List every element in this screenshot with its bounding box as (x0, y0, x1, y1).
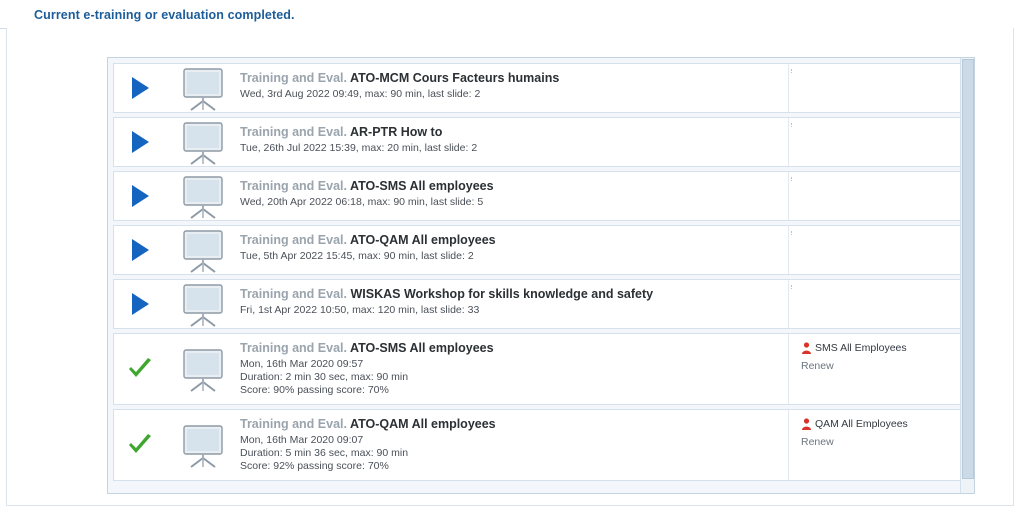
row-meta-line: Score: 92% passing score: 70% (240, 460, 389, 472)
row-title-prefix: Training and Eval. (240, 287, 347, 301)
row-status-cell[interactable] (114, 280, 166, 328)
row-divider (791, 285, 793, 289)
row-status-cell[interactable] (114, 118, 166, 166)
row-thumbnail-cell[interactable] (166, 334, 238, 404)
row-meta-line: Duration: 5 min 36 sec, max: 90 min (240, 447, 409, 459)
table-row[interactable] (113, 63, 962, 113)
row-meta-line: Mon, 16th Mar 2020 09:57 (240, 358, 364, 370)
check-icon (127, 434, 153, 456)
page-title: Current e-training or evaluation completed. (34, 8, 295, 22)
row-title-main: ATO-SMS All employees (350, 341, 494, 355)
row-title-prefix: Training and Eval. (240, 341, 347, 355)
row-aside (789, 280, 961, 328)
table-row[interactable] (113, 225, 962, 275)
row-aside (789, 118, 961, 166)
row-thumbnail-cell[interactable] (166, 118, 238, 166)
person-icon (801, 418, 812, 434)
aside-entry (801, 342, 955, 358)
row-status-cell[interactable] (114, 64, 166, 112)
row-thumbnail-cell[interactable] (166, 64, 238, 112)
row-body (238, 64, 789, 112)
row-title-main: ATO-QAM All employees (350, 233, 496, 247)
row-aside (789, 410, 961, 480)
content-frame (6, 28, 1014, 506)
play-icon[interactable] (132, 131, 149, 153)
flipchart-icon[interactable] (178, 424, 226, 466)
row-meta-line: Duration: 2 min 30 sec, max: 90 min (240, 371, 409, 383)
row-status-cell[interactable] (114, 334, 166, 404)
renew-link[interactable]: Renew (801, 360, 834, 372)
row-title-main: ATO-SMS All employees (350, 179, 494, 193)
row-status-cell[interactable] (114, 226, 166, 274)
row-divider (791, 177, 793, 181)
row-title-main: ATO-QAM All employees (350, 417, 496, 431)
row-thumbnail-cell[interactable] (166, 226, 238, 274)
row-title-main: ATO-MCM Cours Facteurs humains (350, 71, 560, 85)
row-divider (791, 69, 793, 73)
row-title-prefix: Training and Eval. (240, 179, 347, 193)
table-row[interactable] (113, 409, 962, 481)
renew-link[interactable]: Renew (801, 436, 834, 448)
training-list (108, 58, 974, 481)
row-meta-line: Score: 90% passing score: 70% (240, 384, 389, 396)
row-title-prefix: Training and Eval. (240, 417, 347, 431)
row-aside (789, 64, 961, 112)
row-meta-line: Wed, 20th Apr 2022 06:18, max: 90 min, last slide: 5 (240, 196, 484, 208)
row-title (240, 417, 780, 432)
play-icon[interactable] (132, 239, 149, 261)
row-title (240, 179, 780, 194)
row-body (238, 226, 789, 274)
row-title-prefix: Training and Eval. (240, 71, 347, 85)
row-thumbnail-cell[interactable] (166, 410, 238, 480)
flipchart-icon[interactable] (178, 175, 226, 217)
row-title-main: WISKAS Workshop for skills knowledge and safety (350, 287, 654, 301)
row-meta-line: Tue, 5th Apr 2022 15:45, max: 90 min, last slide: 2 (240, 250, 474, 262)
flipchart-icon[interactable] (178, 348, 226, 390)
row-body (238, 410, 789, 480)
check-icon (127, 358, 153, 380)
training-list-panel (107, 57, 975, 494)
row-title-prefix: Training and Eval. (240, 233, 347, 247)
row-title (240, 233, 780, 248)
row-meta-line: Fri, 1st Apr 2022 10:50, max: 120 min, last slide: 33 (240, 304, 480, 316)
table-row[interactable] (113, 279, 962, 329)
list-scrollbar[interactable] (960, 58, 974, 493)
table-row[interactable] (113, 171, 962, 221)
flipchart-icon[interactable] (178, 121, 226, 163)
row-title (240, 341, 780, 356)
row-body (238, 118, 789, 166)
row-body (238, 280, 789, 328)
play-icon[interactable] (132, 185, 149, 207)
page-header (0, 0, 990, 29)
row-divider (791, 231, 793, 235)
row-meta-line: Mon, 16th Mar 2020 09:07 (240, 434, 364, 446)
row-status-cell[interactable] (114, 410, 166, 480)
row-meta-line: Tue, 26th Jul 2022 15:39, max: 20 min, last slide: 2 (240, 142, 478, 154)
row-title-prefix: Training and Eval. (240, 125, 347, 139)
play-icon[interactable] (132, 293, 149, 315)
aside-entry (801, 418, 955, 434)
row-meta-line: Wed, 3rd Aug 2022 09:49, max: 90 min, last slide: 2 (240, 88, 481, 100)
flipchart-icon[interactable] (178, 229, 226, 271)
row-divider (791, 123, 793, 127)
aside-label: QAM All Employees (815, 418, 908, 430)
row-aside (789, 226, 961, 274)
row-aside (789, 334, 961, 404)
row-title-main: AR-PTR How to (350, 125, 443, 139)
row-body (238, 334, 789, 404)
row-thumbnail-cell[interactable] (166, 172, 238, 220)
row-title (240, 71, 780, 86)
list-scrollbar-thumb[interactable] (962, 59, 974, 479)
row-status-cell[interactable] (114, 172, 166, 220)
aside-label: SMS All Employees (815, 342, 907, 354)
play-icon[interactable] (132, 77, 149, 99)
table-row[interactable] (113, 117, 962, 167)
row-body (238, 172, 789, 220)
table-row[interactable] (113, 333, 962, 405)
flipchart-icon[interactable] (178, 283, 226, 325)
row-aside (789, 172, 961, 220)
person-icon (801, 342, 812, 358)
row-thumbnail-cell[interactable] (166, 280, 238, 328)
row-title (240, 287, 780, 302)
flipchart-icon[interactable] (178, 67, 226, 109)
row-title (240, 125, 780, 140)
